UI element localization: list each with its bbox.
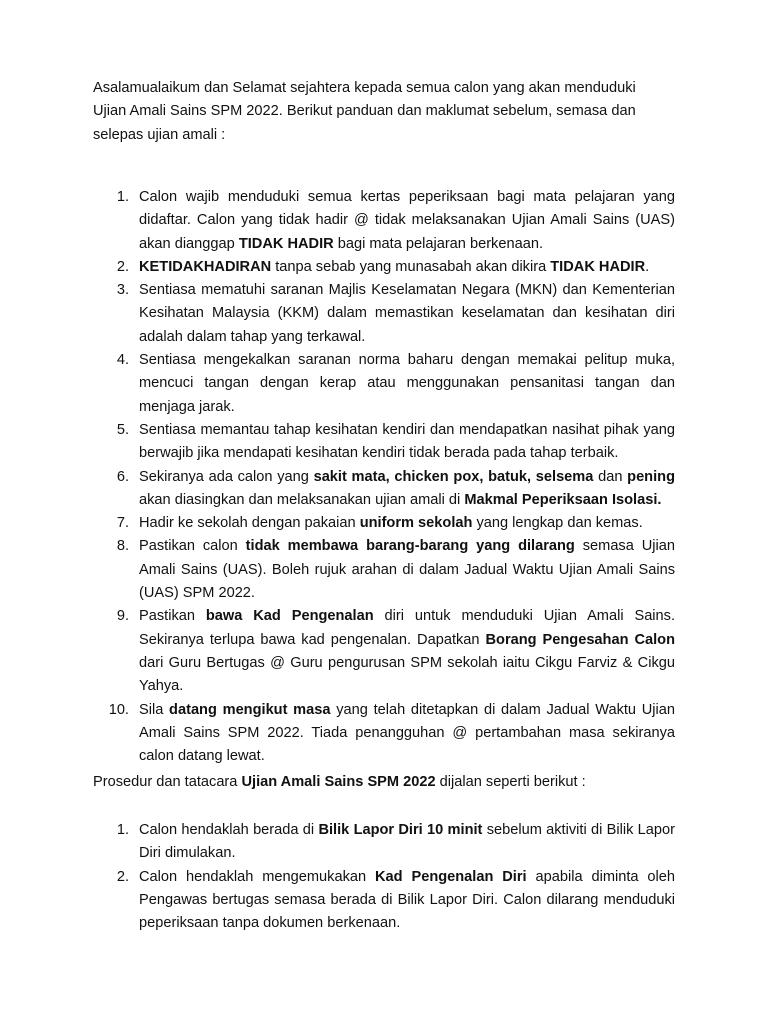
bold-text: datang mengikut masa: [169, 701, 331, 718]
text-run: Sila: [139, 701, 170, 718]
bold-text: Borang Pengesahan Calon: [485, 631, 675, 648]
bold-text: Kad Pengenalan Diri: [375, 868, 527, 885]
list-item: [93, 866, 675, 936]
list-item: [93, 699, 675, 769]
text-run: Pastikan calon: [139, 538, 246, 555]
bold-text: uniform sekolah: [359, 515, 473, 532]
list-number: 4.: [116, 352, 129, 369]
list-number: 2.: [116, 258, 129, 275]
bold-text: TIDAK HADIR: [550, 258, 646, 275]
text-run: Prosedur dan tatacara: [93, 774, 242, 790]
list-item: [93, 419, 675, 466]
text-run: Calon wajib menduduki semua kertas peperiksaan bagi mata pelajaran yang didaftar. Calon yang tidak hadir @ tidak melaksanakan Ujian Amali Sains (UAS) akan dianggap: [139, 189, 675, 252]
bold-text: bawa Kad Pengenalan: [205, 608, 374, 625]
bold-text: sakit mata, chicken pox, batuk, selsema: [313, 468, 594, 485]
text-run: Calon hendaklah mengemukakan: [139, 868, 375, 885]
text-run: dan: [593, 468, 628, 485]
list-number: 10.: [108, 701, 129, 718]
list-number: 9.: [116, 608, 129, 625]
list-number: 1.: [116, 189, 129, 205]
guidelines-list: [93, 186, 675, 768]
list-item-text: [139, 702, 675, 765]
list-item: [93, 535, 675, 605]
text-run: yang telah ditetapkan di dalam Jadual Waktu Ujian Amali Sains SPM 2022. Tiada penangguhan @ pertambahan masa sekiranya calon datang lewat.: [139, 701, 675, 765]
list-item: [93, 605, 675, 698]
text-run: yang lengkap dan kemas.: [472, 515, 643, 532]
bold-text: Ujian Amali Sains SPM 2022: [241, 774, 436, 790]
text-run: dari Guru Bertugas @ Guru pengurusan SPM sekolah iaitu Cikgu Farviz & Cikgu Yahya.: [139, 654, 675, 695]
list-item-text: [139, 608, 675, 694]
bold-text: Makmal Peperiksaan Isolasi.: [464, 491, 662, 508]
text-run: Sentiasa mengekalkan saranan norma baharu dengan memakai pelitup muka, mencuci tangan dengan kerap atau menggunakan pensanitasi tangan dan menjaga jarak.: [139, 352, 675, 415]
list-item: [93, 512, 675, 535]
bold-text: pening: [627, 468, 675, 485]
list-item-text: [139, 869, 675, 932]
text-run: diri untuk menduduki Ujian Amali Sains. Sekiranya terlupa bawa kad pengenalan. Dapatkan: [139, 608, 676, 648]
intro-paragraph: Asalamualaikum dan Selamat sejahtera kepada semua calon yang akan menduduki Ujian Amali Sains SPM 2022. Berikut panduan dan maklumat sebelum, semasa dan selepas ujian amali :: [93, 80, 636, 143]
text-run: akan diasingkan dan melaksanakan ujian amali di: [139, 491, 465, 508]
list-item: [93, 349, 675, 419]
bold-text: tidak membawa barang-barang yang dilarang: [245, 538, 575, 555]
text-run: Sentiasa memantau tahap kesihatan kendiri dan mendapatkan nasihat pihak yang berwajib jika mendapati kesihatan kendiri tidak berada pada tahap terbaik.: [139, 421, 675, 462]
text-run: apabila diminta oleh Pengawas bertugas semasa berada di Bilik Lapor Diri. Calon dilarang menduduki peperiksaan tanpa dokumen berkenaan.: [139, 868, 675, 932]
text-run: sebelum aktiviti di Bilik Lapor Diri dimulakan.: [139, 822, 676, 862]
list-item-text: [139, 538, 675, 601]
list-number: 3.: [116, 282, 129, 299]
procedure-intro-paragraph: [93, 771, 673, 794]
list-item-text: [139, 515, 643, 531]
list-item-text: [139, 822, 675, 861]
text-run: tanpa sebab yang munasabah akan dikira: [271, 258, 551, 275]
text-run: Sekiranya ada calon yang: [139, 468, 314, 485]
procedure-list: [93, 819, 675, 935]
text-run: bagi mata pelajaran berkenaan.: [333, 235, 543, 252]
list-item-text: [139, 469, 675, 508]
list-number: 5.: [116, 421, 129, 438]
list-item-text: [139, 422, 675, 461]
list-item-text: [139, 352, 675, 415]
bold-text: TIDAK HADIR: [238, 235, 334, 252]
list-item: [93, 819, 675, 866]
list-number: 8.: [116, 538, 129, 555]
text-run: Pastikan: [139, 608, 206, 625]
text-run: Hadir ke sekolah dengan pakaian: [139, 515, 360, 532]
list-item: [93, 466, 675, 513]
bold-text: KETIDAKHADIRAN: [139, 258, 272, 275]
list-item-text: [139, 259, 649, 275]
text-run: Sentiasa mematuhi saranan Majlis Keselamatan Negara (MKN) dan Kementerian Kesihatan Malaysia (KKM) dalam memastikan keselamatan dan kesihatan diri adalah dalam tahap yang terkawal.: [139, 282, 675, 345]
list-item-text: [139, 282, 675, 345]
bold-text: Bilik Lapor Diri 10 minit: [318, 822, 483, 838]
list-item: [93, 256, 675, 279]
list-item: [93, 186, 675, 256]
text-run: Calon hendaklah berada di: [139, 822, 319, 838]
text-run: .: [645, 258, 650, 275]
list-number: 6.: [116, 468, 129, 485]
list-number: 2.: [116, 868, 129, 885]
list-item-text: [139, 189, 675, 252]
list-number: 1.: [116, 822, 129, 838]
text-run: semasa Ujian Amali Sains (UAS). Boleh rujuk arahan di dalam Jadual Waktu Ujian Amali Sains (UAS) SPM 2022.: [139, 538, 675, 602]
text-run: dijalan seperti berikut :: [435, 774, 586, 790]
list-item: [93, 279, 675, 349]
list-number: 7.: [116, 515, 129, 532]
